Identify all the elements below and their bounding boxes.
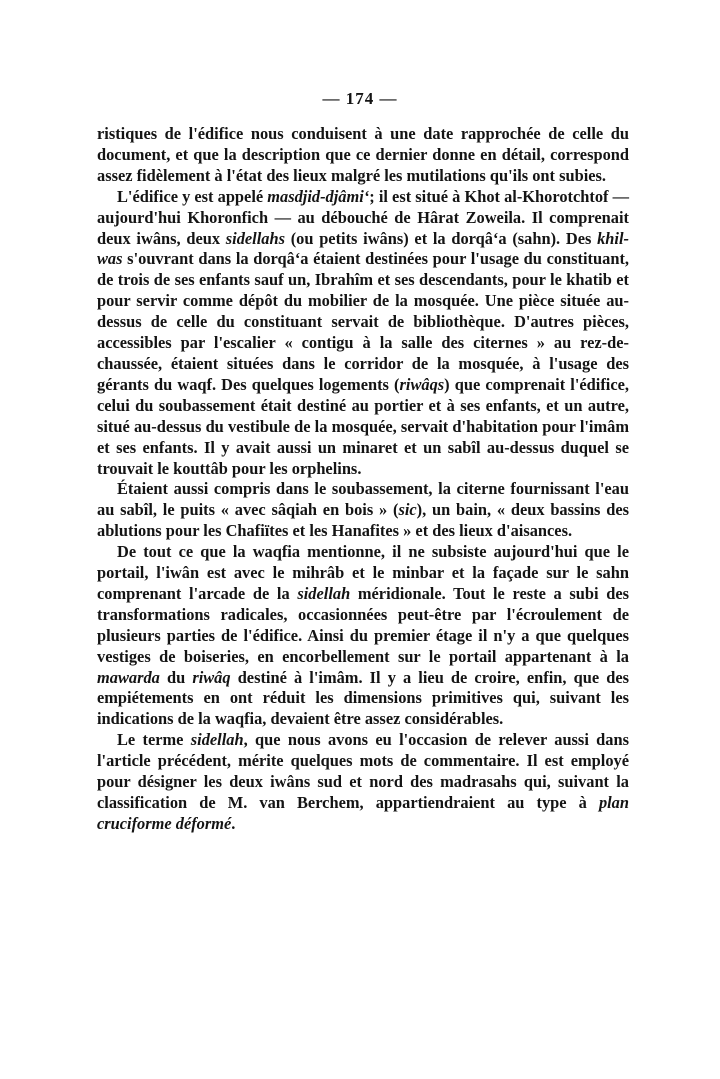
italic-term: sic <box>398 500 417 520</box>
text-run: Étaient aussi compris dans le soubassement, la citerne fournissant l'eau au sabîl, le puits « avec sâqiah en bois » ( <box>97 479 629 520</box>
text-run: s'ouvrant dans la dorqâ‘a étaient destinées pour l'usage du constituant, de trois de ses enfants sauf un, Ibrahîm et ses descendants, pour le khatib et pour servir comme dépôt du mobilier de la mosquée. Une pièce située au-dessus de celle du constituant servait de bibliothèque. D'autres pièces, accessibles par l'escalier « contigu à la salle des citernes » au rez-de-chaussée, étaient situées dans le corridor de la mosquée, à l'usage des gérants du waqf. Des quelques logements ( <box>97 249 629 394</box>
italic-term: plan cruciforme déformé <box>97 793 629 833</box>
text-run: ristiques de l'édifice nous conduisent à une date rapprochée de celle du document, et que la description que ce dernier donne en détail, correspond assez fidèlement à l'état des lieux malgré les mutilations qu'ils ont subies. <box>97 124 629 185</box>
text-run: ) que comprenait l'édifice, celui du soubassement était destiné au portier et à ses enfants, et un autre, situé au-dessus du vestibule de la mosquée, servait d'habitation pour l'imâm et ses enfants. Il y avait aussi un minaret et un sabîl au-dessus duquel se trouvait le kouttâb pour les orphelins. <box>97 374 629 478</box>
italic-term: mawarda <box>97 667 160 687</box>
text-run: L'édifice y est appelé <box>117 186 268 206</box>
paragraph-soubassement <box>97 479 629 542</box>
italic-term: sidellah <box>190 730 244 750</box>
text-run: du <box>159 667 193 687</box>
text-run: ), un bain, « deux bassins des ablutions pour les Chafiïtes et les Hanafites » et des lieux d'aisances. <box>97 500 629 541</box>
text-run: . <box>231 813 236 833</box>
paragraph-edifice-description <box>97 187 629 480</box>
text-run: Le terme <box>117 730 191 750</box>
paragraph-sidellah-term <box>97 730 629 835</box>
paragraph-current-state <box>97 542 629 730</box>
italic-term: masdjid-djâmi‘ <box>267 186 370 206</box>
paragraph-continuation <box>97 124 629 187</box>
text-run: méridionale. Tout le reste a subi des transformations radicales, occasionnées peut-être par l'écroulement de plusieurs parties de l'édifice. Ainsi du premier étage il n'y a que quelques vestiges de boiseries, en encorbellement sur le portail appartenant à la <box>97 583 629 666</box>
italic-term: sidellah <box>297 583 351 603</box>
italic-term: riwâqs <box>399 374 445 394</box>
body-text <box>97 124 629 835</box>
text-run: De tout ce que la waqfia mentionne, il ne subsiste aujourd'hui que le portail, l'iwân est avec le mihrâb et le minbar et la façade sur le sahn comprenant l'arcade de la <box>97 542 629 603</box>
text-run: destiné à l'imâm. Il y a lieu de croire, enfin, que des empiétements en ont réduit les dimensions primitives qui, suivant les indications de la waqfia, devaient être assez considérables. <box>97 667 629 729</box>
italic-term: khil-was <box>97 228 629 269</box>
text-run: (ou petits iwâns) et la dorqâ‘a (sahn). Des <box>284 228 598 248</box>
text-run: ; il est situé à Khot al-Khorotchtof — aujourd'hui Khoronfich — au débouché de Hârat Zoweila. Il comprenait deux iwâns, deux <box>97 186 629 248</box>
italic-term: sidellahs <box>225 228 285 248</box>
text-run: , que nous avons eu l'occasion de relever aussi dans l'article précédent, mérite quelques mots de commentaire. Il est employé pour désigner les deux iwâns sud et nord des madrasahs qui, suivant la classification de M. van Berchem, appartiendraient au type à <box>97 730 629 812</box>
page-number: — 174 — <box>322 89 398 108</box>
italic-term: riwâq <box>192 667 231 687</box>
